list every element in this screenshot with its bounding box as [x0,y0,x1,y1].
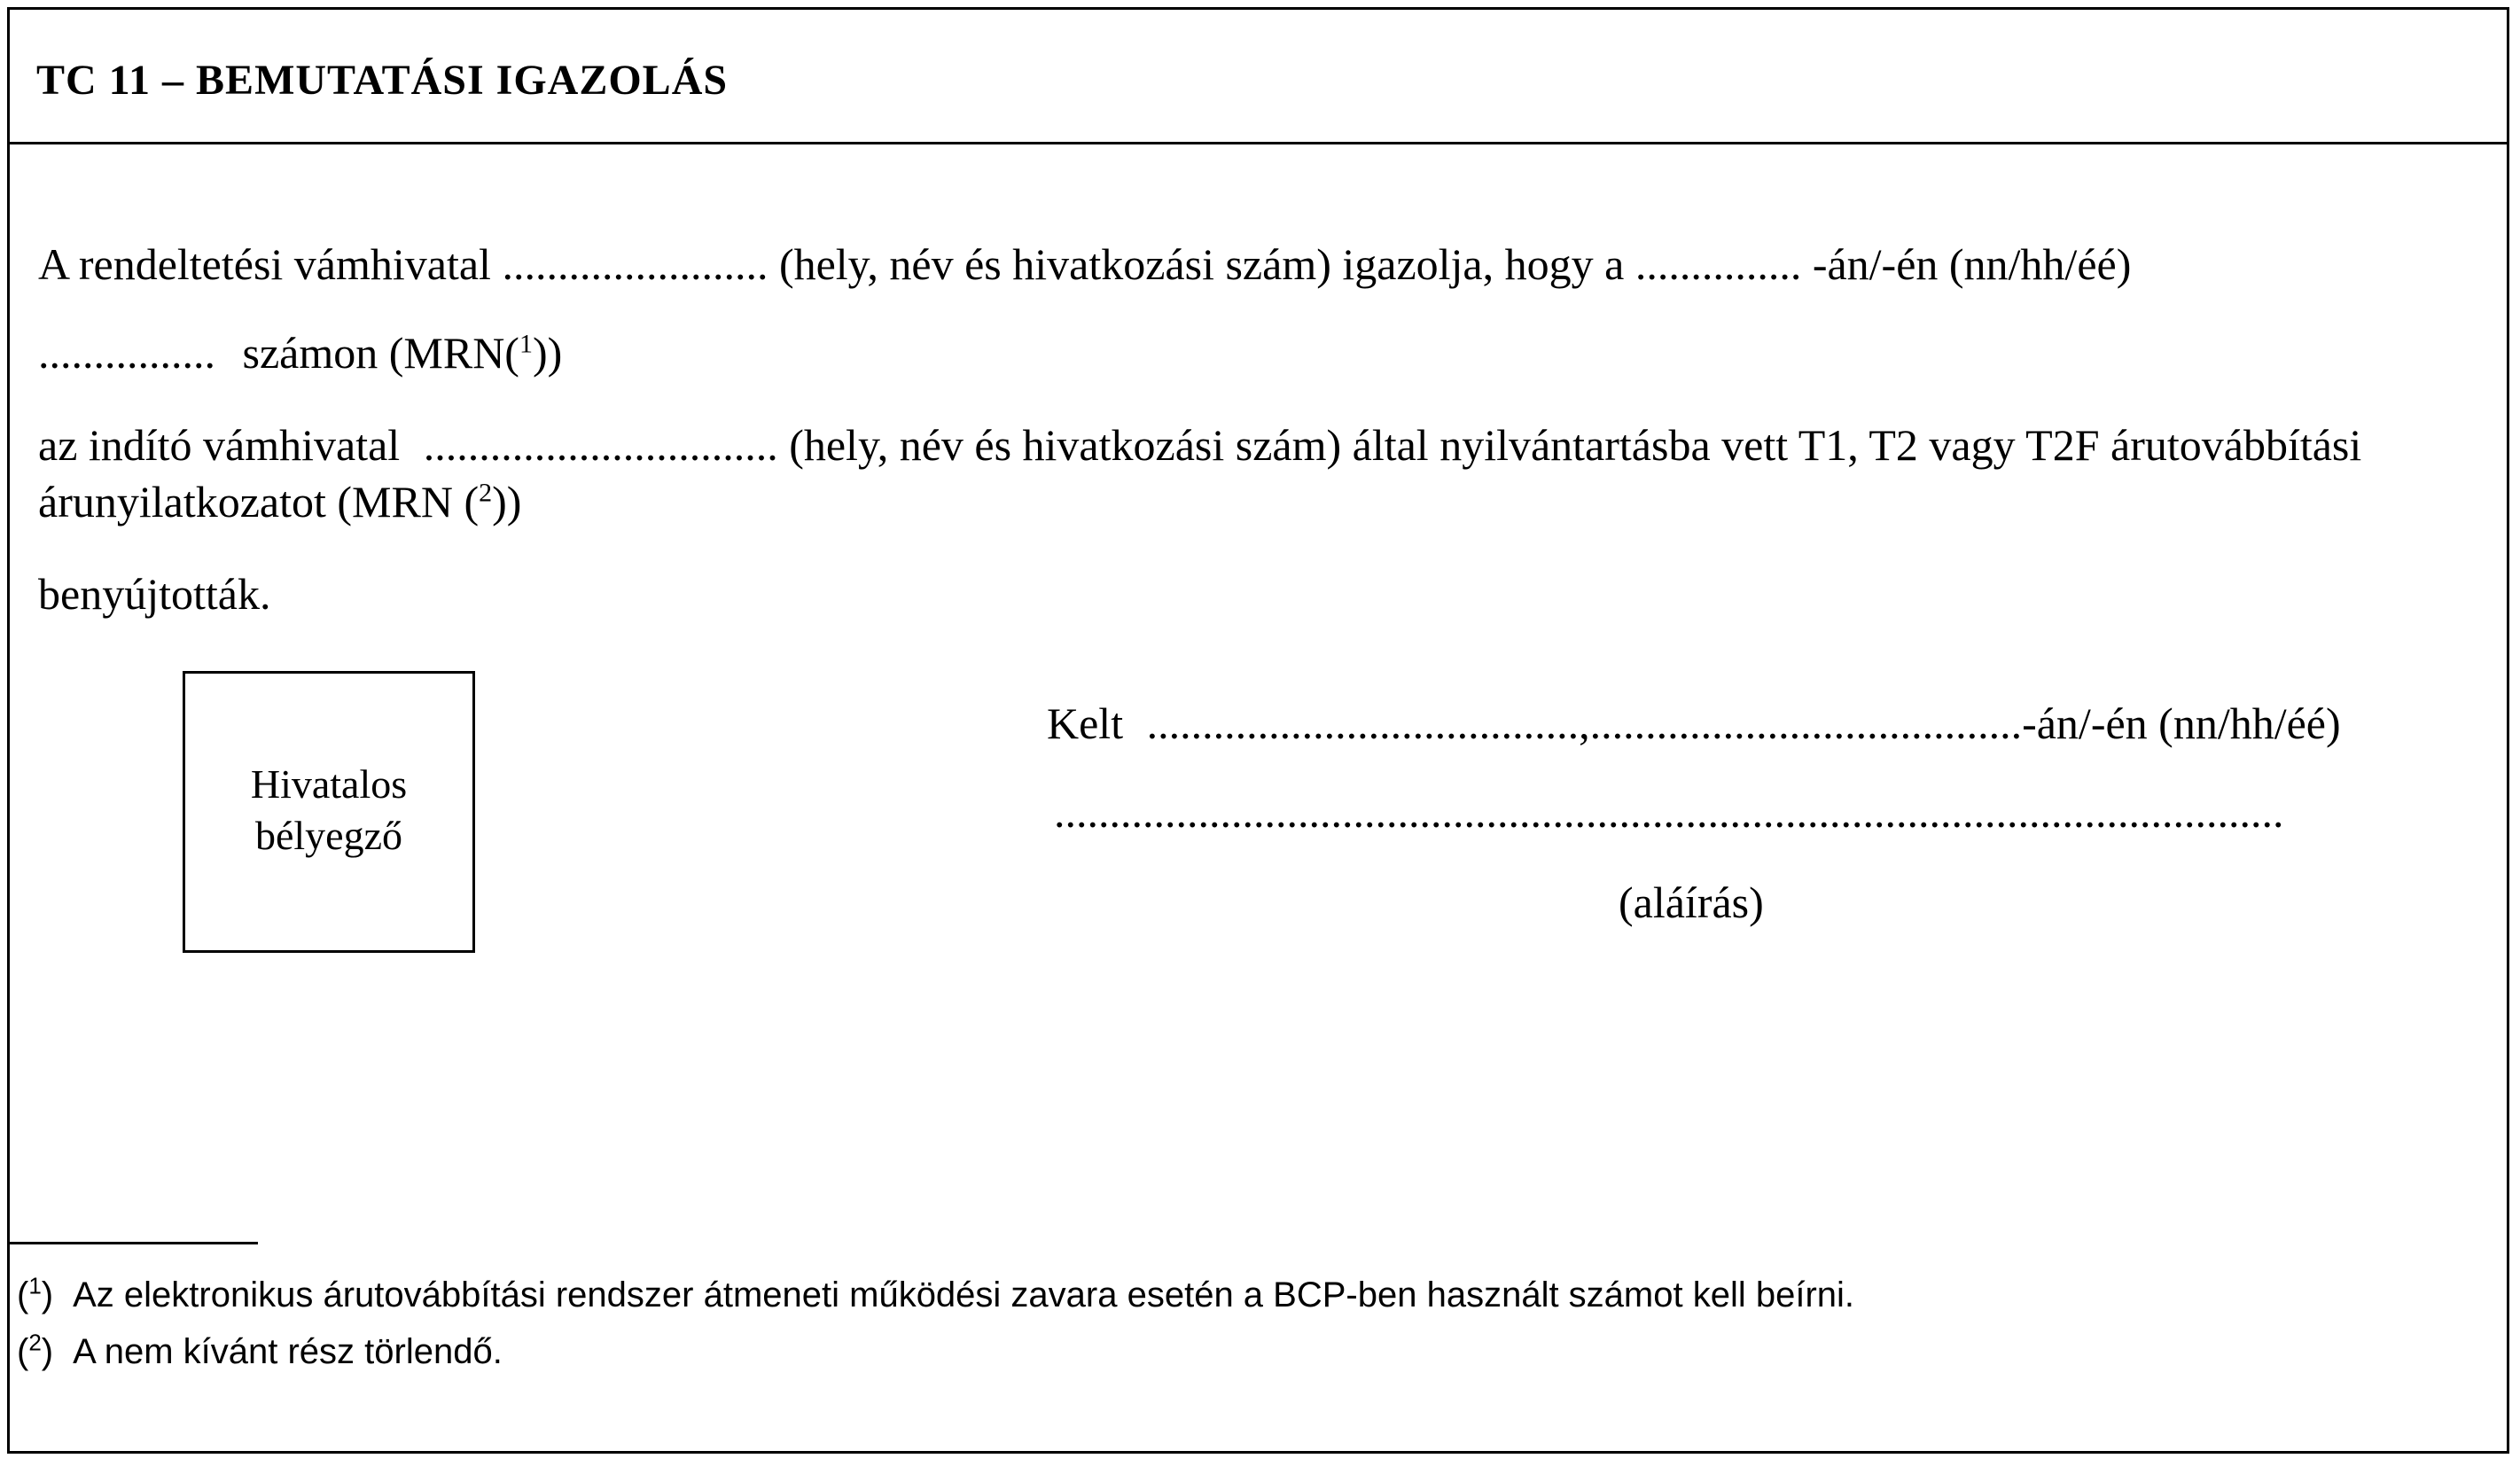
mrn-blank[interactable]: ................ [38,328,215,378]
stamp-label-line1: Hivatalos [250,761,408,807]
line-mrn [38,328,563,378]
footnote-2-mark: 2 [28,1329,42,1356]
signature-blank[interactable]: ............................................................................................................... [1054,787,2284,837]
footnote-2-text: A nem kívánt rész törlendő. [73,1332,503,1371]
stamp-label [185,759,472,862]
destination-office-hint: (hely, név és hivatkozási szám) igazolja, hogy a [778,239,1625,289]
footnote-1-text: Az elektronikus árutovábbítási rendszer átmeneti működési zavara esetén a BCP-ben használt számot kell beírni. [73,1275,1855,1314]
dated-format-label: -án/-én (nn/hh/éé) [2022,698,2341,748]
footnote-ref-2: 2 [479,478,493,508]
departure-office-label: az indító vámhivatal [38,420,401,470]
official-stamp-box [183,671,475,953]
line-departure-office [38,420,2362,470]
footnote-divider [10,1242,258,1244]
form-title: TC 11 – BEMUTATÁSI IGAZOLÁS [36,57,729,104]
footnote-1: ($^1$) Az elektronikus árutovábbítási rendszer átmeneti működési zavara esetén a BCP-ben használt számot kell beírni. [17,1272,1855,1314]
line-declaration [38,477,522,526]
mrn-close: )) [532,328,563,378]
departure-office-blank[interactable]: ................................ [423,420,778,470]
line-dated [1047,698,2341,748]
title-bar [10,10,2507,144]
departure-office-hint: (hely, név és hivatkozási szám) által nyilvántartásba vett T1, T2 vagy T2F árutovábbítási [789,420,2362,470]
declaration-label: árunyilatkozatot (MRN ( [38,477,480,526]
footnote-ref-1: 1 [519,329,533,359]
dated-place-blank[interactable]: ....................................... [1146,698,1580,748]
date-blank[interactable]: ............... [1634,239,1802,289]
mrn-label: számon (MRN( [242,328,519,378]
dated-date-blank[interactable]: ....................................... [1589,698,2023,748]
stamp-label-line2: bélyegző [254,813,403,858]
dated-label: Kelt [1047,698,1124,748]
footnote-1-mark: 1 [28,1272,42,1299]
destination-office-label: A rendeltetési vámhivatal [38,239,491,289]
declaration-close: )) [492,477,522,526]
dated-separator: , [1579,698,1590,748]
date-format-label: -án/-én (nn/hh/éé) [1812,239,2132,289]
certificate-form [7,7,2509,1454]
footnote-2: ($^2$) A nem kívánt rész törlendő. [17,1329,503,1371]
signature-label: (aláírás) [1619,878,1764,927]
line-destination-office [38,239,2132,289]
destination-office-blank[interactable]: ........................ [502,239,768,289]
line-submitted: benyújtották. [38,569,271,619]
